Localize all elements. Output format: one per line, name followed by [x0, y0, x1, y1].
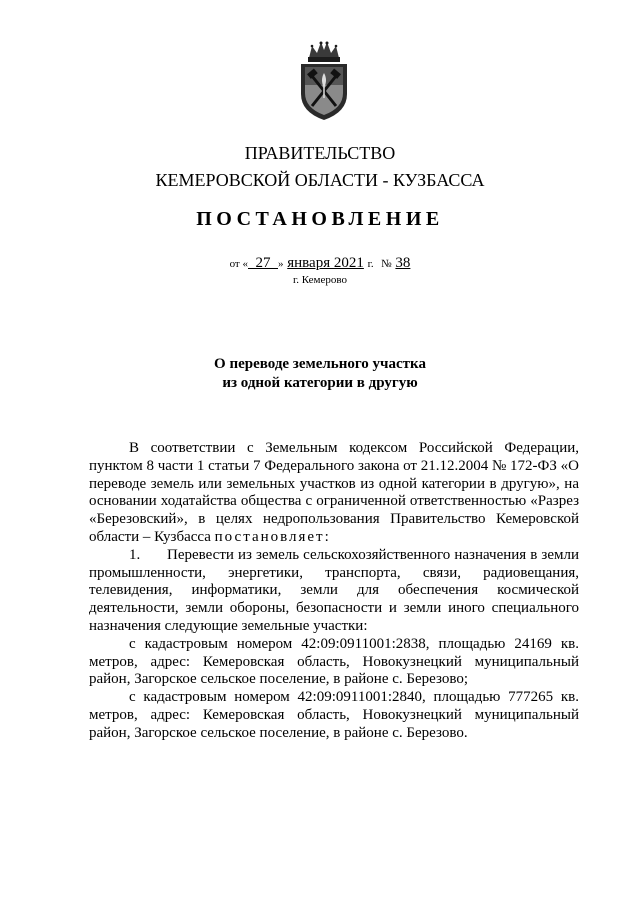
document-body — [89, 440, 579, 743]
intro-paragraph — [89, 440, 579, 547]
parcel-2-paragraph: с кадастровым номером 42:09:0911001:2840, площадью 777265 кв. метров, адрес: Кемеровская область, Новокузнецкий муниципальный район, Загорское сельское поселение, в районе с. Березово. — [89, 689, 579, 741]
subject-line2: из одной категории в другую — [222, 375, 418, 391]
number-sign: № — [381, 258, 392, 270]
date-month-year: января 2021 — [287, 255, 364, 271]
intro-text: В соответствии с Земельным кодексом Российской Федерации, пунктом 8 части 1 статьи 7 Федерального закона от 21.12.2004 № 172-ФЗ «О переводе земель или земельных участков из одной категории в другую», на основании ходатайства общества с ограниченной ответственностью «Разрез «Березовский», в целях недропользования Правительство Кемеровской области – Кузбасса — [89, 440, 579, 545]
date-line — [0, 254, 640, 273]
document-subject — [0, 355, 640, 393]
date-mid: » — [278, 258, 284, 270]
item-1-text: Перевести из земель сельскохозяйственного назначения в земли промышленности, энергетики, транспорта, связи, радиовещания, телевидения, информатики, земли для обеспечения космической деятельности, земли обороны, безопасности и земли иного специального назначения следующие земельные участки: — [89, 546, 579, 634]
parcel-1-paragraph: с кадастровым номером 42:09:0911001:2838, площадью 24169 кв. метров, адрес: Кемеровская область, Новокузнецкий муниципальный район, Загорское сельское поселение, в районе с. Березово; — [89, 635, 579, 688]
document-type: ПОСТАНОВЛЕНИЕ — [196, 208, 444, 230]
city-name: г. Кемерово — [292, 274, 348, 286]
date-day: 27 — [255, 255, 271, 271]
date-prefix: от « — [229, 258, 248, 270]
item-1-paragraph — [89, 547, 579, 636]
date-suffix: г. — [367, 258, 374, 270]
resolves-word: постановляет: — [214, 528, 331, 545]
item-1-number: 1. — [129, 546, 141, 563]
org-title-line1: ПРАВИТЕЛЬСТВО — [244, 143, 396, 163]
coat-of-arms-icon — [297, 40, 351, 122]
subject-line1: О переводе земельного участка — [214, 356, 426, 372]
org-title-line2: КЕМЕРОВСКОЙ ОБЛАСТИ - КУЗБАССА — [155, 170, 485, 190]
document-number: 38 — [395, 255, 411, 271]
